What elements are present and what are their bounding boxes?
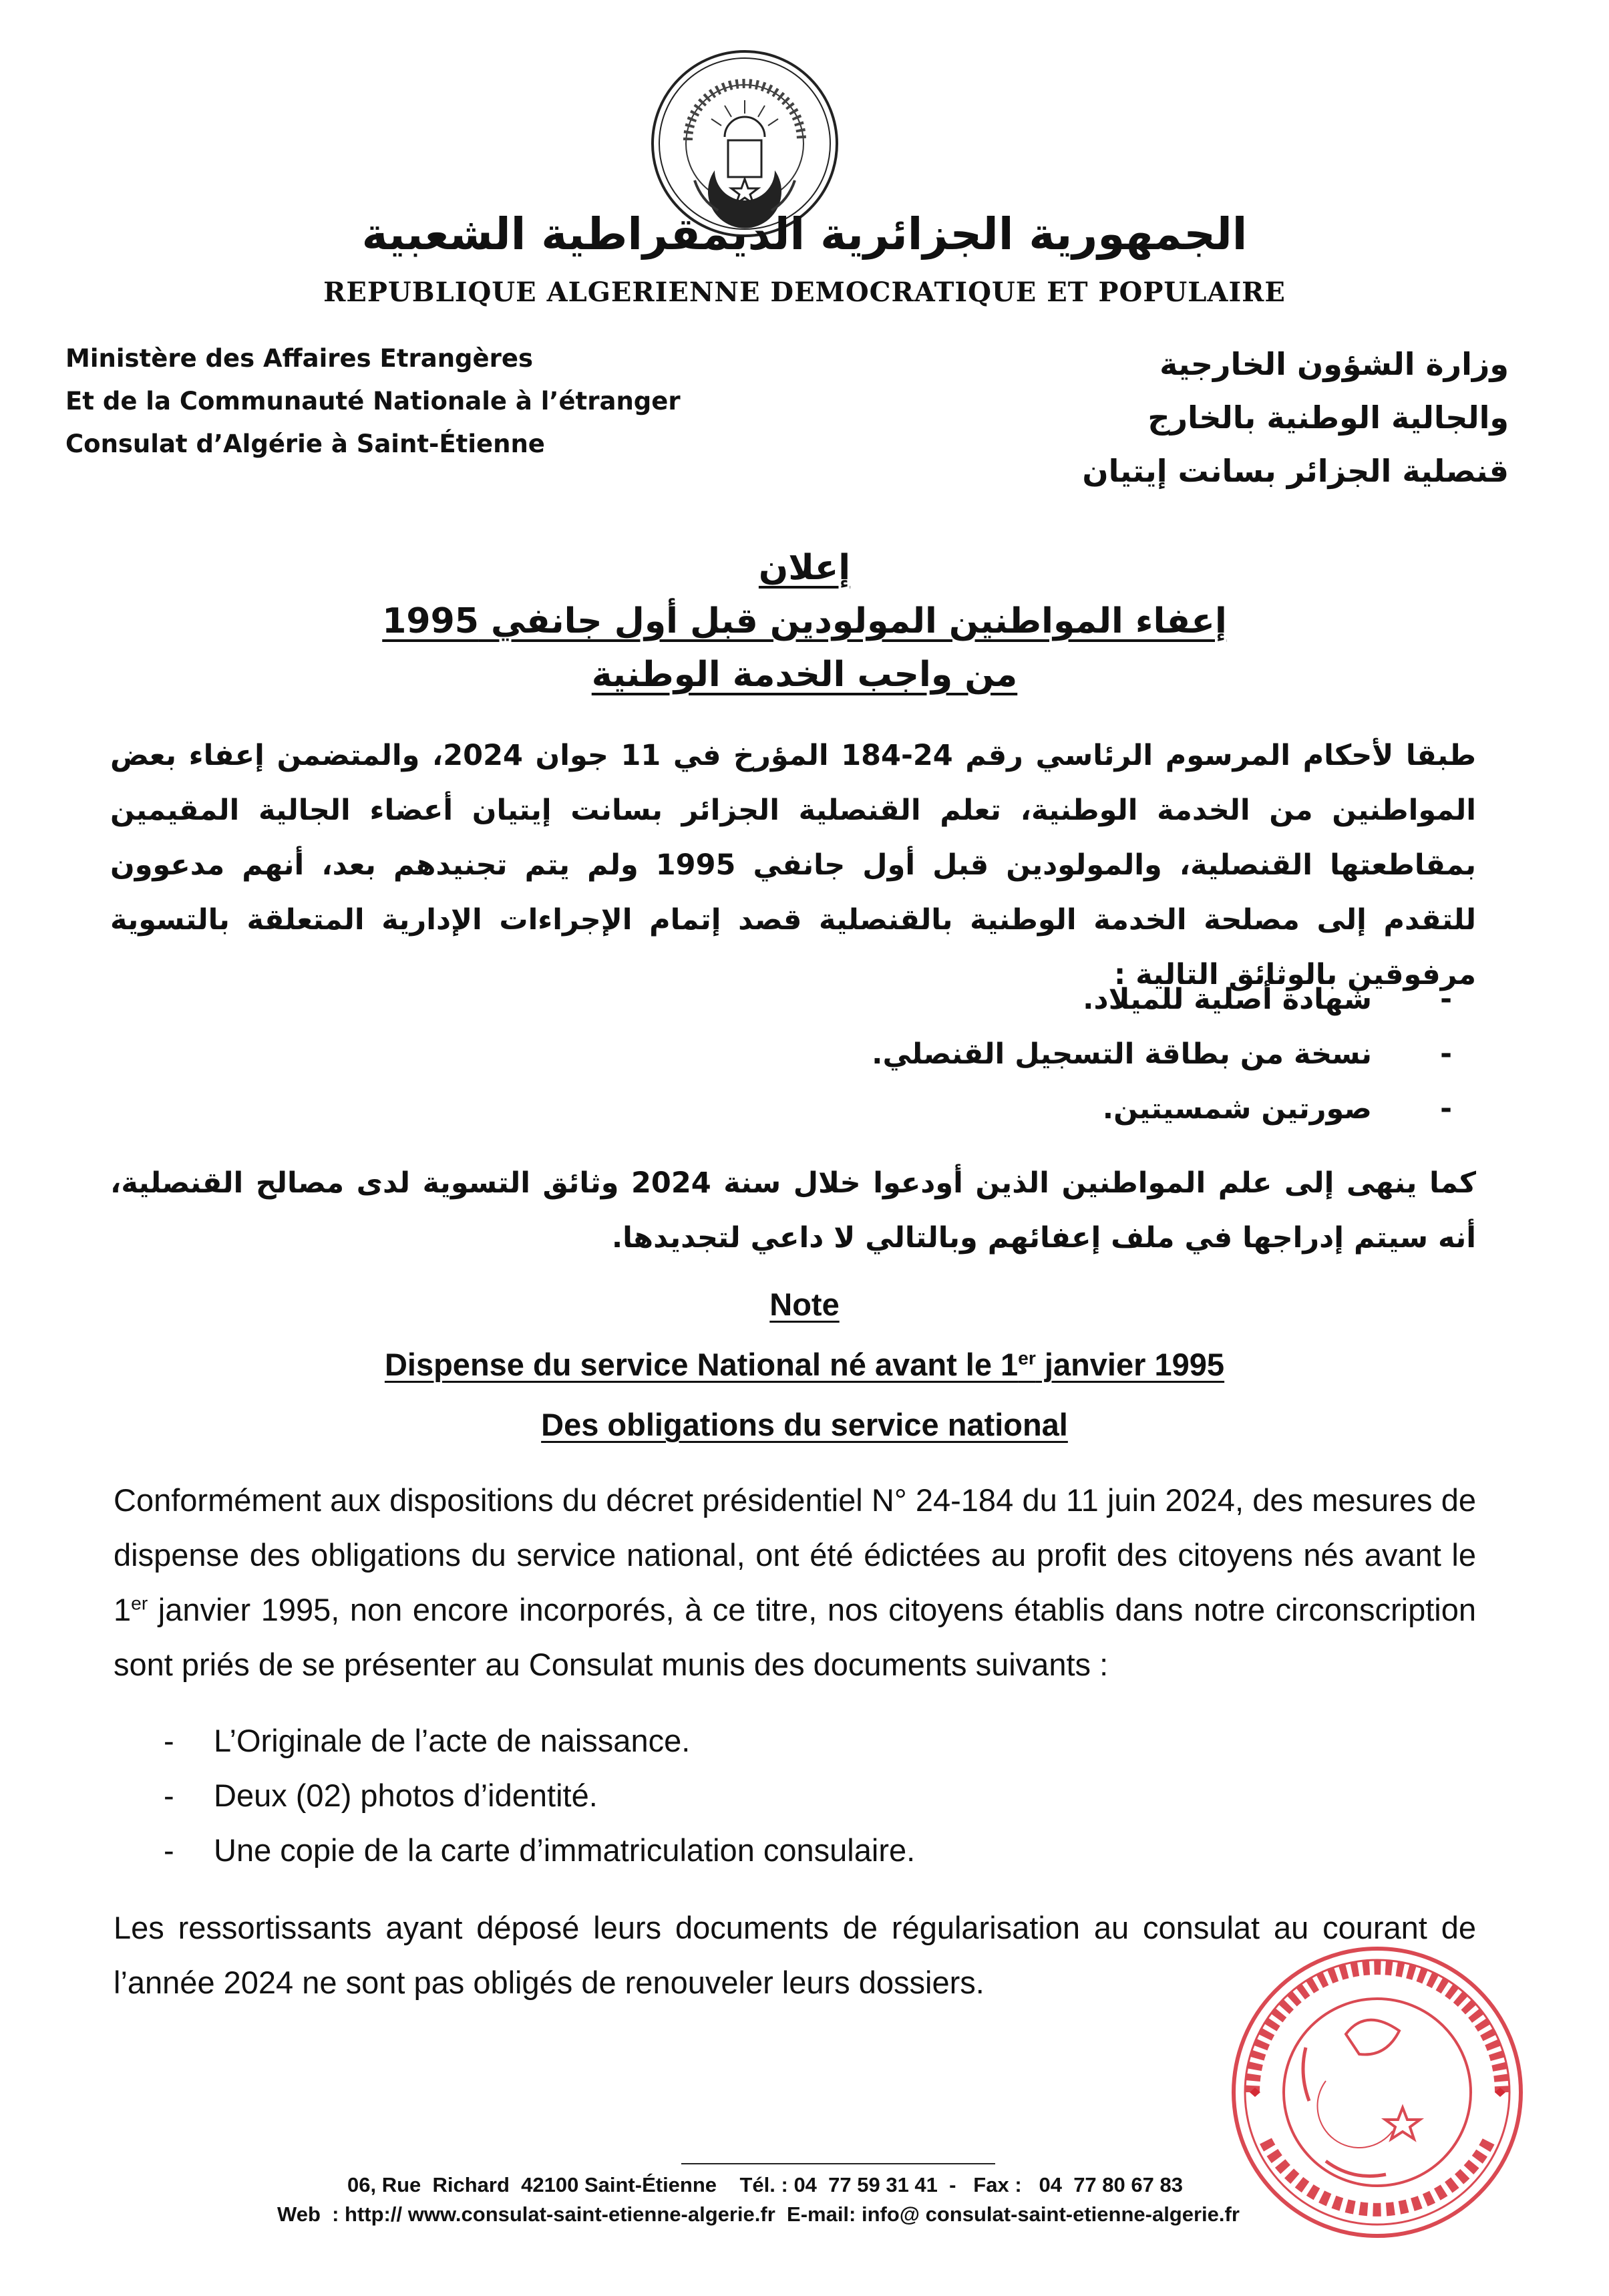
arabic-documents-list — [872, 972, 1452, 1136]
french-paragraph — [114, 1473, 1476, 1692]
footer-address: 06, Rue Richard 42100 Saint-Étienne Tél. : 04 77 59 31 41 - Fax : 04 77 80 67 83 — [347, 2173, 1183, 2196]
list-item-text: Une copie de la carte d’immatriculation consulaire. — [214, 1832, 916, 1868]
french-documents-list — [164, 1713, 915, 1878]
list-item: - Une copie de la carte d’immatriculation consulaire. — [164, 1832, 916, 1868]
footer-web-email: Web : http:// www.consulat-saint-etienne-algerie.fr E-mail: info@ consulat-saint-etienne-algerie.fr — [277, 2202, 1240, 2226]
french-note-subtitle — [0, 1406, 1609, 1443]
ministry-ar-line: قنصلية الجزائر بسانت إيتيان — [1082, 453, 1509, 489]
french-paragraph: Les ressortissants ayant déposé leurs documents de régularisation au consulat au courant de l’année 2024 ne sont pas obligés de renouveler leurs dossiers. — [114, 1910, 1476, 2000]
arabic-paragraph: طبقا لأحكام المرسوم الرئاسي رقم 24-184 المؤرخ في 11 جوان 2024، والمتضمن إعفاء بعض المواطنين من الخدمة الوطنية، تعلم القنصلية الجزائر بسانت إيتيان أعضاء الجالية المقيمين بمقاطعتها القنصلية، والمولودين قبل أول جانفي 1995 ولم يتم تجنيدهم بعد، أنهم مدعوون للتقدم إلى مصلحة الخدمة الوطنية بالقنصلية قصد إتمام الإجراءات الإدارية المتعلقة بالتسوية مرفوقين بالوثائق التالية : — [110, 739, 1476, 991]
list-item-text: شهادة أصلية للميلاد. — [1083, 983, 1372, 1016]
french-note-title-text: Note — [769, 1287, 840, 1322]
ministry-fr-line: Consulat d’Algérie à Saint-Étienne — [65, 430, 545, 458]
list-item: - L’Originale de l’acte de naissance. — [164, 1723, 691, 1758]
list-item: - نسخة من بطاقة التسجيل القنصلي. — [872, 1037, 1452, 1071]
list-item-text: نسخة من بطاقة التسجيل القنصلي. — [872, 1037, 1372, 1071]
paragraph-text: Conformément aux dispositions du décret présidentiel N° 24-184 du 11 juin 2024, des mesures de dispense des obligations du service national, ont été édictées au profit des citoyens nés avant le 1 — [114, 1482, 1476, 1627]
ministry-french-block — [65, 337, 681, 466]
list-item-text: L’Originale de l’acte de naissance. — [214, 1723, 691, 1758]
arabic-notice-title — [0, 548, 1609, 588]
ministry-ar-line: والجالية الوطنية بالخارج — [1147, 399, 1509, 436]
french-note-title — [0, 1286, 1609, 1323]
arabic-notice-subtitle — [0, 655, 1609, 695]
french-note-subtitle — [0, 1346, 1609, 1383]
ministry-arabic-block — [1082, 337, 1509, 498]
ministry-fr-line: Ministère des Affaires Etrangères — [65, 344, 534, 373]
ministry-ar-line: وزارة الشؤون الخارجية — [1159, 346, 1509, 382]
arabic-notice-subtitle-text: إعفاء المواطنين المولودين قبل أول جانفي 1995 — [382, 601, 1227, 641]
ordinal-superscript: er — [1018, 1347, 1036, 1369]
list-item: - شهادة أصلية للميلاد. — [1083, 983, 1452, 1016]
arabic-paragraph: كما ينهى إلى علم المواطنين الذين أودعوا خلال سنة 2024 وثائق التسوية لدى مصالح القنصلية، أنه سيتم إدراجها في ملف إعفائهم وبالتالي لا داعي لتجديدها. — [110, 1166, 1476, 1255]
ministry-fr-line: Et de la Communauté Nationale à l’étranger — [65, 387, 681, 416]
footer-divider — [681, 2163, 995, 2164]
list-item-text: صورتين شمسيتين. — [1102, 1092, 1372, 1126]
paragraph-text: janvier 1995, non encore incorporés, à ce titre, nos citoyens établis dans notre circonscription sont priés de se présenter au Consulat munis des documents suivants : — [114, 1592, 1476, 1682]
subtitle-text: janvier 1995 — [1035, 1347, 1225, 1382]
arabic-notice-subtitle-text: من واجب الخدمة الوطنية — [591, 655, 1018, 695]
ordinal-superscript: er — [131, 1592, 148, 1614]
french-note-subtitle-text: Des obligations du service national — [541, 1407, 1068, 1442]
french-republic-title: REPUBLIQUE ALGERIENNE DEMOCRATIQUE ET POPULAIRE — [323, 277, 1286, 308]
arabic-notice-title-text: إعلان — [758, 548, 851, 588]
arabic-notice-subtitle — [0, 601, 1609, 641]
arabic-republic-title: الجمهورية الجزائرية الديمقراطية الشعبية — [361, 208, 1248, 260]
list-item: - صورتين شمسيتين. — [1102, 1092, 1452, 1126]
list-item: - Deux (02) photos d’identité. — [164, 1778, 598, 1813]
list-item-text: Deux (02) photos d’identité. — [214, 1778, 598, 1813]
consulate-stamp-icon — [1226, 1941, 1530, 2245]
subtitle-text: Dispense du service National né avant le 1 — [384, 1347, 1019, 1382]
